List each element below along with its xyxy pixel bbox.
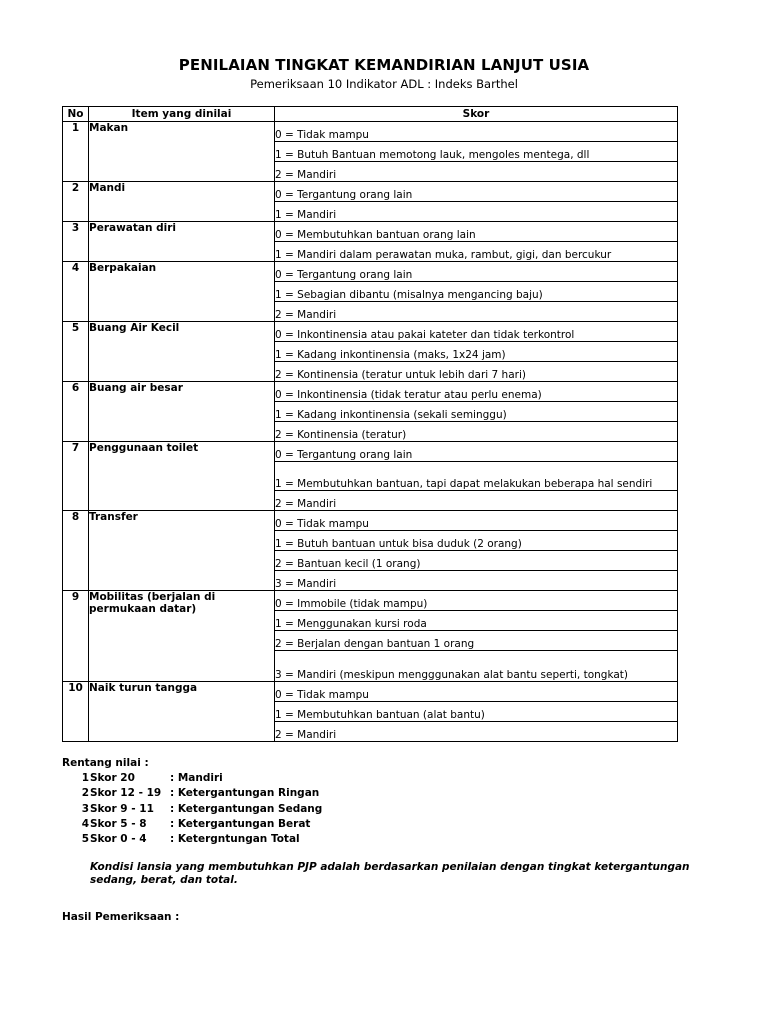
row-number: 4 xyxy=(63,262,89,322)
range-score: Skor 0 - 4 xyxy=(90,833,147,846)
row-number: 9 xyxy=(63,591,89,682)
row-number: 6 xyxy=(63,382,89,442)
row-item: Buang Air Kecil xyxy=(89,322,275,382)
row-number: 3 xyxy=(63,222,89,262)
range-score: Skor 20 xyxy=(90,772,135,784)
score-option: 0 = Membutuhkan bantuan orang lain xyxy=(275,222,678,242)
range-desc: : Ketergantungan Sedang xyxy=(170,802,323,815)
range-item xyxy=(62,832,322,847)
row-number: 7 xyxy=(63,442,89,511)
score-range-section xyxy=(62,757,322,847)
table-row xyxy=(63,442,678,462)
score-option: 0 = Tergantung orang lain xyxy=(275,182,678,202)
score-option: 1 = Membutuhkan bantuan (alat bantu) xyxy=(275,702,678,722)
row-item: Buang air besar xyxy=(89,382,275,442)
score-option: 3 = Mandiri xyxy=(275,571,678,591)
header-no: No xyxy=(63,107,89,122)
table-row xyxy=(63,382,678,402)
range-item xyxy=(62,802,322,817)
table-row xyxy=(63,322,678,342)
range-score: Skor 5 - 8 xyxy=(90,817,147,830)
range-number: 2 xyxy=(81,787,89,800)
row-item: Naik turun tangga xyxy=(89,682,275,742)
range-number: 4 xyxy=(81,817,89,830)
table-row xyxy=(63,182,678,202)
range-score: Skor 9 - 11 xyxy=(90,802,154,815)
row-number: 10 xyxy=(63,682,89,742)
table-header-row xyxy=(63,107,678,122)
table-row xyxy=(63,262,678,282)
score-option: 2 = Mandiri xyxy=(275,162,678,182)
range-desc: : Mandiri xyxy=(170,772,223,784)
score-option: 0 = Tidak mampu xyxy=(275,122,678,142)
row-item: Penggunaan toilet xyxy=(89,442,275,511)
score-option: 1 = Butuh Bantuan memotong lauk, mengoles mentega, dll xyxy=(275,142,678,162)
score-option: 1 = Membutuhkan bantuan, tapi dapat melakukan beberapa hal sendiri xyxy=(275,462,678,491)
row-item: Mobilitas (berjalan di permukaan datar) xyxy=(89,591,275,682)
row-item: Makan xyxy=(89,122,275,182)
row-item: Mandi xyxy=(89,182,275,222)
score-option: 2 = Bantuan kecil (1 orang) xyxy=(275,551,678,571)
score-option: 2 = Mandiri xyxy=(275,722,678,742)
score-option: 0 = Inkontinensia atau pakai kateter dan tidak terkontrol xyxy=(275,322,678,342)
score-option: 2 = Kontinensia (teratur untuk lebih dari 7 hari) xyxy=(275,362,678,382)
range-number: 5 xyxy=(81,833,89,846)
score-option: 1 = Butuh bantuan untuk bisa duduk (2 orang) xyxy=(275,531,678,551)
table-row xyxy=(63,591,678,611)
score-option: 0 = Immobile (tidak mampu) xyxy=(275,591,678,611)
row-number: 2 xyxy=(63,182,89,222)
range-item xyxy=(62,817,322,832)
row-item: Berpakaian xyxy=(89,262,275,322)
score-option: 2 = Mandiri xyxy=(275,491,678,511)
score-option: 1 = Menggunakan kursi roda xyxy=(275,611,678,631)
range-number: 3 xyxy=(81,802,89,815)
range-desc: : Ketergantungan Ringan xyxy=(170,787,320,800)
score-option: 0 = Tidak mampu xyxy=(275,682,678,702)
score-option: 0 = Inkontinensia (tidak teratur atau perlu enema) xyxy=(275,382,678,402)
range-score: Skor 12 - 19 xyxy=(90,787,162,800)
row-number: 8 xyxy=(63,511,89,591)
header-item: Item yang dinilai xyxy=(89,107,275,122)
document-title: PENILAIAN TINGKAT KEMANDIRIAN LANJUT USIA xyxy=(178,56,590,74)
pjp-note: Kondisi lansia yang membutuhkan PJP adalah berdasarkan penilaian dengan tingkat ketergantungan sedang, berat, dan total. xyxy=(90,861,690,886)
document-subtitle: Pemeriksaan 10 Indikator ADL : Indeks Barthel xyxy=(250,77,518,91)
table-row xyxy=(63,222,678,242)
score-option: 1 = Kadang inkontinensia (sekali seminggu) xyxy=(275,402,678,422)
range-title: Rentang nilai : xyxy=(62,757,149,769)
score-option: 3 = Mandiri (meskipun mengggunakan alat bantu seperti, tongkat) xyxy=(275,651,678,682)
score-option: 1 = Sebagian dibantu (misalnya mengancing baju) xyxy=(275,282,678,302)
row-number: 1 xyxy=(63,122,89,182)
range-desc: : Ketergntungan Total xyxy=(170,833,300,846)
score-option: 0 = Tergantung orang lain xyxy=(275,262,678,282)
barthel-index-table xyxy=(62,106,678,742)
score-option: 1 = Mandiri xyxy=(275,202,678,222)
score-option: 0 = Tidak mampu xyxy=(275,511,678,531)
score-option: 1 = Mandiri dalam perawatan muka, rambut, gigi, dan bercukur xyxy=(275,242,678,262)
row-number: 5 xyxy=(63,322,89,382)
row-item: Transfer xyxy=(89,511,275,591)
range-item xyxy=(62,771,322,786)
score-option: 1 = Kadang inkontinensia (maks, 1x24 jam) xyxy=(275,342,678,362)
table-row xyxy=(63,122,678,142)
table-row xyxy=(63,511,678,531)
row-item: Perawatan diri xyxy=(89,222,275,262)
result-label: Hasil Pemeriksaan : xyxy=(62,911,180,923)
score-option: 2 = Berjalan dengan bantuan 1 orang xyxy=(275,631,678,651)
range-item xyxy=(62,786,322,801)
range-desc: : Ketergantungan Berat xyxy=(170,817,311,830)
score-option: 2 = Mandiri xyxy=(275,302,678,322)
score-option: 2 = Kontinensia (teratur) xyxy=(275,422,678,442)
table-row xyxy=(63,682,678,702)
range-number: 1 xyxy=(81,772,89,784)
score-option: 0 = Tergantung orang lain xyxy=(275,442,678,462)
header-score: Skor xyxy=(275,107,678,122)
